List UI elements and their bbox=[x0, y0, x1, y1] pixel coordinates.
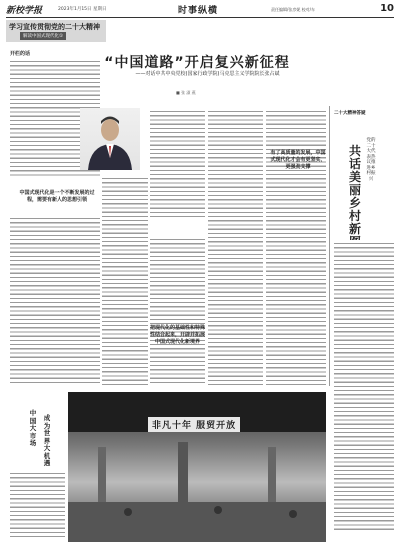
banner-title: 学习宣传贯彻党的二十大精神 bbox=[9, 23, 100, 31]
portrait-photo bbox=[80, 108, 140, 170]
article-col-2 bbox=[150, 108, 205, 218]
article-col-2b bbox=[150, 236, 205, 386]
article-headline: “中国道路”开启复兴新征程 bbox=[104, 55, 290, 71]
exhibition-photo bbox=[68, 392, 326, 542]
sidebar-text bbox=[334, 240, 394, 530]
article-col-3 bbox=[208, 108, 263, 386]
masthead-rule bbox=[6, 17, 394, 18]
masthead bbox=[6, 3, 394, 17]
pull-quote-left: 中国式现代化是一个不断发展的过程，需要有新人的思想引领 bbox=[19, 190, 95, 203]
article-byline: ■ 张 淑 燕 bbox=[176, 90, 196, 95]
section-title: 时事纵横 bbox=[178, 6, 219, 16]
bottom-left-text bbox=[10, 470, 65, 538]
editors-line: 责任编辑/张彦妮 校对/车 bbox=[271, 7, 315, 12]
column-intro-label: 开栏的话 bbox=[10, 51, 31, 57]
article-subhead: ——对话中共中央党校(国家行政学院)马克思主义学院院长张占斌 bbox=[135, 71, 280, 77]
series-banner bbox=[6, 20, 106, 42]
divider-right bbox=[329, 106, 330, 386]
sidebar-tag: 二十大精神答疑 bbox=[334, 111, 366, 116]
pull-quote-right: 有了高质量的发展，中国式现代化才会有更坚实、更强劲支撑 bbox=[270, 150, 326, 170]
left-column-text bbox=[10, 215, 100, 385]
sidebar-subtitle: 党的二十大代表热议推进乡村振兴 bbox=[366, 138, 376, 182]
paper-name: 新校学报 bbox=[6, 6, 43, 16]
article-col-1 bbox=[102, 175, 148, 385]
photo-sign: 非凡十年 服贸开放 bbox=[148, 417, 240, 432]
issue-date: 2023年1月15日 星期日 bbox=[58, 7, 107, 12]
banner-subtitle: 解读中国式现代化① bbox=[20, 32, 66, 40]
page-number: 10 bbox=[380, 3, 394, 14]
sidebar-title: 共话美丽乡村新 bbox=[348, 144, 361, 236]
pull-quote-center: 把现代化的基础性和特殊性结合起来，开辟并拓展中国式现代化新境界 bbox=[150, 325, 206, 345]
bottom-left-title-b: 成为世界大机遇 bbox=[43, 414, 51, 467]
bottom-left-title-a: 中国大市场 bbox=[29, 409, 37, 447]
